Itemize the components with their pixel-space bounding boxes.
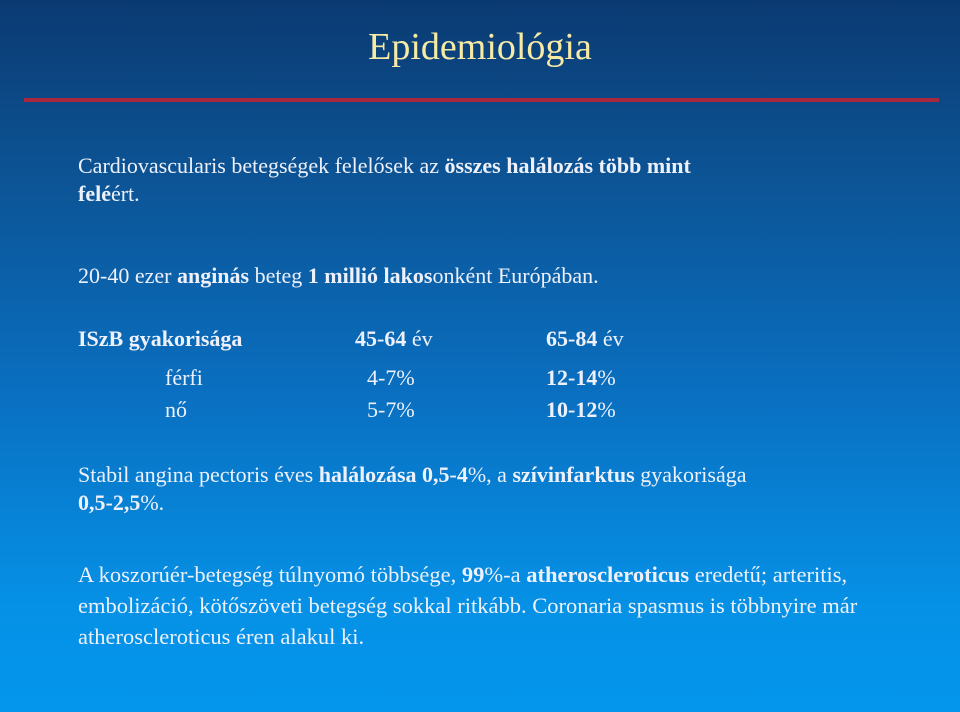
table-cell: 5-7%	[367, 397, 415, 422]
table-cell: 12-14%	[546, 365, 616, 390]
bold-run: 99	[461, 562, 485, 587]
text-run: %.	[140, 490, 165, 515]
table-header-label: ISzB gyakorisága	[78, 326, 243, 351]
text-run: Stabil angina pectoris éves	[78, 462, 319, 487]
table-header-col2: 65-84 év	[546, 326, 624, 351]
table-row-label: férfi	[165, 365, 203, 390]
bold-run: szívinfarktus	[512, 462, 635, 487]
table-cell: 4-7%	[367, 365, 415, 390]
paragraph-coronary-disease	[78, 559, 928, 652]
text-run: eredetű; arteritis, embolizáció, kötőszöveti betegség sokkal ritkább. Coronaria spasmus is többnyire már atheroscleroticus éren alakul ki.	[78, 562, 858, 649]
bold-run: anginás	[176, 263, 250, 288]
table-cell: 10-12%	[546, 397, 616, 422]
table-header-col1: 45-64 év	[355, 326, 433, 351]
text-run: 20-40 ezer	[78, 263, 177, 288]
bold-run: felé	[78, 181, 111, 206]
text-run: gyakorisága	[634, 462, 747, 487]
bold-run: atheroscleroticus	[526, 562, 690, 587]
paragraph-stable-angina	[78, 461, 928, 517]
text-run: %-a	[484, 562, 527, 587]
bold-run: 0,5-2,5	[78, 490, 141, 515]
bold-run: halálozása 0,5-4	[318, 462, 468, 487]
text-run: ért.	[110, 181, 140, 206]
title-divider	[24, 98, 939, 102]
slide-title: Epidemiológia	[368, 26, 592, 68]
text-run: Cardiovascularis betegségek felelősek az	[78, 153, 445, 178]
paragraph-angina-count	[78, 262, 928, 290]
text-run: A koszorúér-betegség túlnyomó többsége,	[78, 562, 462, 587]
text-run: %, a	[467, 462, 513, 487]
bold-run: 1 millió lakos	[307, 263, 433, 288]
text-run: beteg	[249, 263, 308, 288]
bold-run: összes halálozás több mint	[444, 153, 691, 178]
table-row-label: nő	[165, 397, 187, 422]
paragraph-mortality	[78, 152, 928, 208]
text-run: onként Európában.	[432, 263, 599, 288]
